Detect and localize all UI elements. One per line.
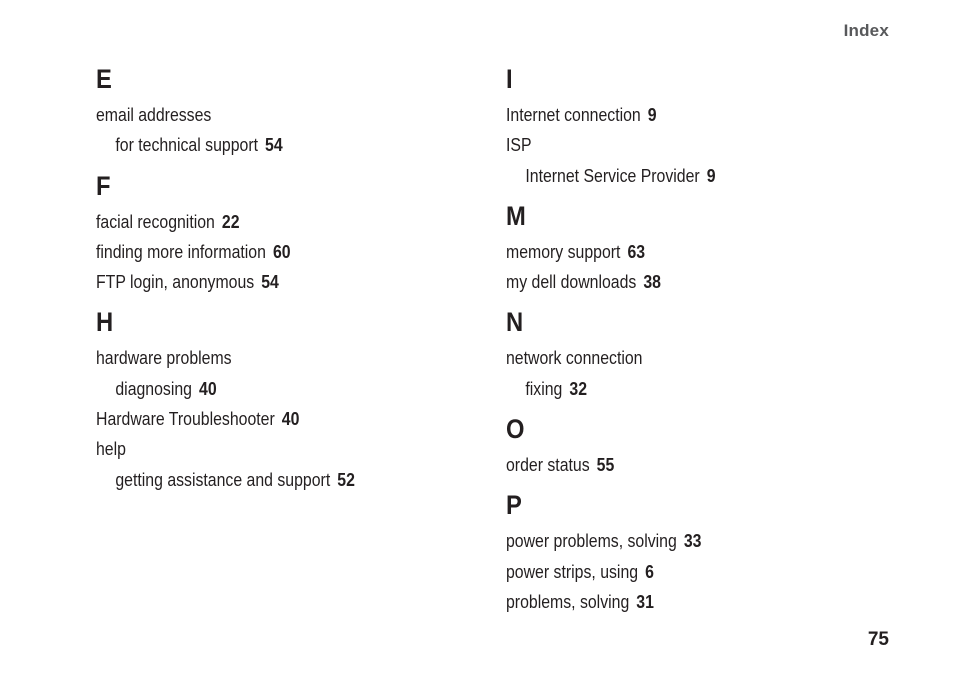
index-entry	[96, 343, 430, 373]
entry-term: power strips, using	[506, 561, 639, 582]
entry-term: problems, solving	[506, 591, 630, 612]
index-entry	[506, 557, 840, 587]
entry-term: network connection	[506, 348, 643, 369]
entry-term: getting assistance and support	[115, 469, 331, 490]
entry-term: fixing	[525, 378, 563, 399]
index-entry	[506, 587, 840, 617]
entry-term: Internet connection	[506, 105, 641, 125]
index-entry	[506, 130, 840, 160]
entry-term: my dell downloads	[506, 272, 637, 293]
index-section-n	[506, 307, 886, 404]
entry-term: email addresses	[96, 105, 212, 125]
entry-page-ref: 9	[647, 105, 657, 125]
index-entry	[506, 343, 840, 373]
index-section-e	[96, 64, 476, 161]
section-letter: P	[506, 490, 522, 521]
index-entry	[96, 100, 430, 130]
section-letter: I	[506, 64, 513, 94]
index-subentry	[506, 374, 840, 404]
index-entry	[96, 237, 430, 267]
index-entry	[96, 267, 430, 297]
entry-term: facial recognition	[96, 211, 215, 232]
index-entry	[96, 434, 430, 464]
index-column-left	[96, 64, 476, 505]
entry-page-ref: 22	[221, 211, 240, 232]
index-subentry	[96, 465, 430, 495]
entry-term: power problems, solving	[506, 531, 677, 552]
entry-term: Internet Service Provider	[525, 165, 700, 186]
index-entry	[96, 404, 430, 434]
index-section-h	[96, 307, 476, 494]
entry-term: ISP	[506, 135, 532, 156]
entry-page-ref: 63	[627, 241, 646, 262]
entry-page-ref: 33	[683, 531, 702, 552]
index-section-m	[506, 201, 886, 298]
entry-page-ref: 40	[281, 409, 300, 430]
section-letter: M	[506, 200, 526, 231]
entry-page-ref: 6	[645, 561, 654, 582]
section-letter: O	[506, 414, 525, 445]
index-subentry	[96, 374, 430, 404]
index-section-i	[506, 64, 886, 191]
index-subentry	[96, 130, 430, 160]
entry-page-ref: 9	[706, 165, 716, 186]
section-letter: F	[96, 170, 111, 201]
entry-term: finding more information	[96, 241, 266, 262]
entry-term: memory support	[506, 241, 621, 262]
entry-page-ref: 52	[337, 469, 355, 490]
index-column-right	[506, 64, 886, 627]
entry-page-ref: 54	[265, 135, 283, 156]
page-number: 75	[867, 629, 889, 650]
entry-term: for technical support	[115, 135, 259, 156]
entry-term: hardware problems	[96, 348, 232, 369]
entry-term: diagnosing	[115, 378, 192, 399]
section-letter: E	[96, 64, 112, 94]
entry-page-ref: 60	[272, 241, 291, 262]
index-entry	[506, 526, 840, 556]
entry-term: order status	[506, 455, 590, 476]
entry-term: help	[96, 439, 126, 460]
entry-page-ref: 38	[643, 272, 661, 293]
index-entry	[506, 100, 840, 130]
section-letter: H	[96, 307, 114, 338]
index-subentry	[506, 161, 840, 191]
section-letter: N	[506, 307, 524, 338]
running-head-title: Index	[843, 21, 889, 40]
entry-page-ref: 54	[261, 272, 279, 293]
index-entry	[506, 237, 840, 267]
index-section-f	[96, 171, 476, 298]
entry-term: FTP login, anonymous	[96, 272, 255, 293]
index-entry	[506, 267, 840, 297]
index-section-p	[506, 490, 886, 617]
entry-page-ref: 31	[636, 591, 654, 612]
entry-term: Hardware Troubleshooter	[96, 409, 275, 430]
entry-page-ref: 40	[199, 378, 217, 399]
index-entry	[96, 207, 430, 237]
index-entry	[506, 450, 840, 480]
entry-page-ref: 55	[596, 455, 615, 476]
index-section-o	[506, 414, 886, 480]
entry-page-ref: 32	[569, 378, 588, 399]
